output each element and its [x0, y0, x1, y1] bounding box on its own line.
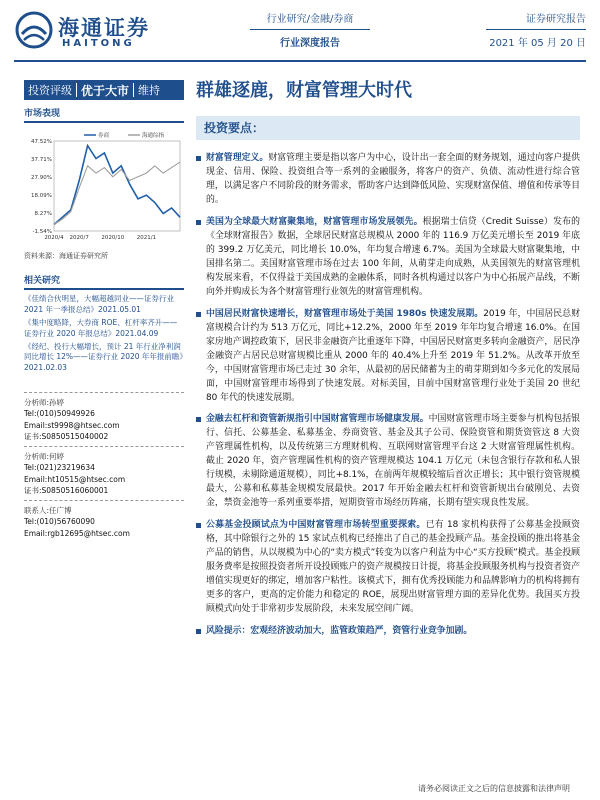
logo-chinese: 海通证券 — [58, 15, 150, 40]
related-research-heading: 相关研究 — [24, 271, 184, 290]
y-tick-label: 18.09% — [31, 193, 52, 199]
key-point-paragraph — [196, 216, 580, 300]
analyst-certificate: 证书:S0850515040002 — [24, 431, 109, 441]
analyst-name: 分析师:何婷 — [24, 452, 65, 462]
analyst-email[interactable]: Email:st9998@htsec.com — [24, 420, 120, 430]
key-point-lead: 财富管理定义。 — [206, 153, 269, 163]
x-tick-label: 2021/1 — [136, 235, 157, 241]
key-point-lead: 公募基金投顾试点为中国财富管理市场转型重要探索。 — [206, 520, 426, 531]
rating-value: 优于大市 — [81, 83, 130, 98]
risk-lead: 风险提示： — [206, 626, 251, 637]
header-category-block — [250, 10, 370, 49]
series-line-broker — [54, 146, 180, 225]
related-research-item[interactable]: 《经纪、投行大幅增长，预计 21 年行业净利润同比增长 12%——证券行业 2020 年年报前瞻》2021.02.03 — [24, 341, 184, 373]
key-point-lead: 金融去杠杆和资管新规指引中国财富管理市场健康发展。 — [206, 414, 429, 425]
bullet-square-icon — [196, 523, 201, 528]
series-line-index — [54, 162, 180, 224]
key-point-text: 已有 18 家机构获得了公募基金投顾资格，其中除银行之外的 15 家试点机构已经推出了自己的基金投顾产品。基金投顾的推出将基金产品的销售，从以规模为中心的“卖方模式”转变为以客户利益为中心“买方投顾”模式。基金投顾服务费率是按照投资者所开设投顾账户的资产规模按日计提，将基金投顾服务机构与投资者资产增值实现更好的绑定，增加客户粘性。该模式下，拥有优秀投顾能力和品牌影响力的机构将拥有更多的客户，更高的定价能力和稳定的 ROE，展现出财富管理方面的差异化优势。我国买方投顾模式向处于非常初步发展阶段，未来发展空间广阔。 — [206, 520, 580, 615]
key-point-lead: 美国为全球最大财富聚集地，财富管理市场发展领先。 — [206, 216, 423, 227]
key-points-heading: 投资要点： — [196, 116, 580, 140]
bullet-square-icon — [196, 629, 201, 634]
analyst-divider — [24, 500, 184, 501]
rating-bar — [24, 80, 184, 100]
report-type: 行业深度报告 — [280, 38, 340, 49]
contact-email[interactable]: Email:rgb12695@htsec.com — [24, 528, 130, 538]
x-tick-label: 2020/4 — [44, 235, 64, 241]
header-divider — [14, 60, 586, 62]
analyst-contacts — [24, 392, 184, 539]
report-date: 2021 年 05 月 20 日 — [489, 38, 586, 49]
key-point-paragraph — [196, 308, 580, 406]
bullet-square-icon — [196, 312, 201, 317]
main-content — [196, 104, 580, 768]
analyst-tel: Tel:(010)50949926 — [24, 409, 95, 419]
key-point-paragraph — [196, 152, 580, 208]
disclaimer-footer: 请务必阅读正文之后的信息披露和法律声明 — [418, 784, 570, 793]
x-tick-label: 2020/10 — [101, 235, 125, 241]
haitong-logo-mark-icon — [14, 10, 54, 50]
report-title: 群雄逐鹿，财富管理大时代 — [196, 80, 412, 101]
legend-label: 券商 — [98, 133, 110, 139]
contact-name: 联系人:任广博 — [24, 506, 72, 516]
y-tick-label: 47.52% — [31, 139, 52, 145]
analyst-name: 分析师:孙婷 — [24, 398, 65, 408]
key-point-text: 2019 年，中国居民总财富规模合计约为 513 万亿元，同比+12.2%，2000 年至 2019 年年均复合增速 16.0%。在国家房地产调控政策下，居民非金融资产比重逐年下降，中国居民财富更多转向金融资产，居民净金融资产占居民总财富规模比重从 2000 年的 40.4%上升至 2019 年 51.2%。从改革开放至今，中国财富管理市场已走过 30 余年，从最初的居民储蓄为主的萌芽期到如今多元化的发展局面，中国财富管理市场得到了快速发展。对标美国，目前中国财富管理行业处于美国 20 世纪 80 年代的快速发展期。 — [206, 308, 580, 403]
y-tick-label: -1.54% — [32, 229, 52, 235]
market-chart-svg — [24, 127, 184, 247]
bullet-square-icon — [196, 156, 201, 161]
bullet-square-icon — [196, 417, 201, 422]
key-point-text: 根据瑞士信贷（Credit Suisse）发布的《全球财富报告》数据，全球居民财富总规模从 2000 年的 116.9 万亿美元增长至 2019 年底的 399.2 万亿美元，同比增长 10.0%，年均复合增速 6.7%。美国为全球最大财富聚集地，中国排名第二。美国财富管理市场在过去 100 年间，从萌芽走向成熟，从美国领先的财富管理机构发展来看，不仅得益于美国成熟的金融体系，同时各机构通过以客户为中心拓展产品线，不断向外并购成长为各个财富管理行业领先的财富管理机构。 — [206, 216, 580, 297]
key-point-paragraph — [196, 413, 580, 511]
key-point-text: 中国财富管理市场主要参与机构包括银行、信托、公募基金、私募基金、券商资管、基金及其子公司、保险资管和期货资管这 8 大资产管理属性机构，以及传统第三方理财机构、互联网财富管理平台这 2 大财富管理属性机构。截止 2020 年，资产管理属性机构的资产管理规模达 104.1 万亿元（未包含银行存款和私人银行规模，未剔除通道规模），同比+8.1%，在前两年规模较缩后首次正增长；其中银行资管规模最大，公募和私募基金规模发展最快。2017 年开始金融去杠杆和资管新规出台破刚兑、去资金，禁资金池等一系列重要举措，短期资管市场经历阵痛，长期有望实现良性发展。 — [206, 414, 581, 509]
y-tick-label: 27.90% — [31, 175, 52, 181]
analyst-divider — [24, 446, 184, 447]
market-performance-heading: 市场表现 — [24, 104, 184, 123]
legend-label: 海通综指 — [142, 133, 165, 139]
chart-source: 资料来源：海通证券研究所 — [24, 252, 108, 260]
risk-text: 宏观经济波动加大，监管政策趋严，资管行业竞争加剧。 — [250, 626, 473, 637]
related-research-item[interactable]: 《集中度略降，大券商 ROE、杠杆率齐升——证券行业 2020 年报总结》2021.04.09 — [24, 317, 178, 338]
key-point-text: 财富管理主要是指以客户为中心，设计出一套全面的财务规划，通过向客户提供现金、信用、保险、投资组合等一系列的金融服务，将客户的资产、负债、流动性进行综合管理，以满足客户不同阶段的财务需求，帮助客户达到降低风险、实现财富保值、增值和传承等目的。 — [206, 153, 581, 205]
market-chart — [24, 127, 184, 247]
rating-action: 维持 — [138, 84, 161, 97]
key-point-paragraph — [196, 519, 580, 617]
key-point-lead: 中国居民财富快速增长，财富管理市场处于美国 1980s 快速发展期。 — [206, 308, 484, 319]
report-category: 行业研究/金融/券商 — [250, 10, 370, 30]
bullet-square-icon — [196, 220, 201, 225]
report-label: 证券研究报告 — [486, 10, 586, 30]
y-tick-label: 8.27% — [34, 211, 52, 217]
x-tick-label: 2020/7 — [69, 235, 89, 241]
logo-english: HAITONG — [62, 38, 135, 49]
chart-plot-frame — [54, 141, 180, 231]
report-header — [0, 0, 600, 72]
risk-warning — [196, 625, 580, 639]
contact-tel: Tel:(010)56760090 — [24, 517, 95, 527]
key-points-list — [196, 152, 580, 647]
related-research-item[interactable]: 《佳绩合伙明星，大幅超越同业——证券行业 2021 年一季报总结》2021.05.01 — [24, 294, 174, 314]
sidebar — [24, 104, 184, 539]
analyst-certificate: 证书:S0850516060001 — [24, 485, 109, 495]
haitong-logo — [14, 8, 164, 56]
header-right-block — [486, 10, 586, 49]
analyst-tel: Tel:(021)23219634 — [24, 463, 95, 473]
y-tick-label: 37.71% — [31, 157, 52, 163]
analyst-email[interactable]: Email:ht10515@htsec.com — [24, 474, 126, 484]
rating-label: 投资评级 — [28, 84, 72, 97]
